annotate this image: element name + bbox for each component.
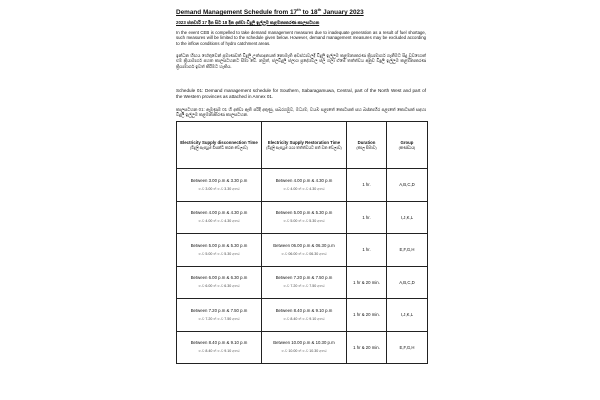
schedule-heading-sinhala: කාලසටහන 01: ඇමුණුම 01 හි දක්වා ඇති පරිදි දකුණු, සබරගමුව, මධ්‍යම, වයඹ පළාතේ කොටසක් සහ බස්නාහිර පළාතේ කොටසක් සඳහා විදුලි ඉල්ලුම කළමනාකරණ කාලසටහන. — [176, 107, 426, 118]
header-group: Group (කණ්ඩාය) — [387, 122, 428, 169]
table-header-row — [177, 122, 428, 169]
disconnect-cell: Between 6.00 p.m & 6.30 p.m ප.ව 6.00 ත් ප.ව 6.30 අතර — [177, 266, 262, 299]
disconnect-cell: Between 7.20 p.m & 7.50 p.m ප.ව 7.20 ත් ප.ව 7.50 අතර — [177, 299, 262, 332]
table-row — [177, 331, 428, 364]
group-cell: I,J,K,L — [387, 299, 428, 332]
restore-cell: Between 7.20 p.m & 7.50 p.m ප.ව 7.20 ත් ප.ව 7.50 අතර — [262, 266, 347, 299]
disconnect-cell: Between 8.40 p.m & 9.10 p.m ප.ව 8.40 ත් ප.ව 9.10 අතර — [177, 331, 262, 364]
document-subtitle-sinhala: 2023 ජනවාරි 17 දින සිට 18 දින දක්වා විදුලි ඉල්ලුම කළමනාකරණ කාලසටහන — [176, 20, 320, 25]
group-cell: I,J,K,L — [387, 201, 428, 234]
table-row — [177, 234, 428, 267]
table-row — [177, 169, 428, 202]
restore-cell: Between 10.00 p.m & 10.30 p.m ප.ව 10.00 ත් ප.ව 10.30 අතර — [262, 331, 347, 364]
group-cell: A,B,C,D — [387, 266, 428, 299]
disconnect-cell: Between 4.00 p.m & 4.30 p.m ප.ව 4.00 ත් ප.ව 4.30 අතර — [177, 201, 262, 234]
duration-cell: 1 hr. — [347, 201, 387, 234]
group-cell: E,F,G,H — [387, 234, 428, 267]
restore-cell: Between 8.40 p.m & 9.10 p.m ප.ව 8.40 ත් ප.ව 9.10 අතර — [262, 299, 347, 332]
duration-cell: 1 hr & 20 min. — [347, 331, 387, 364]
intro-paragraph-sinhala: ඉන්ධන හිඟය හේතුවෙන් ප්‍රමාණවත් විදුලි උත්පාදනයක් නොමැති අවස්ථාවලදී විදුලි ඉල්ලුම කළමනාකරණ ක්‍රියාමාර්ග ගැනීමට සිදු වුවහොත් එම ක්‍රියාමාර්ග පහත කාලසටහනට සීමා වේ. නමුත්, ජලවිදුලි ජලාශ ප්‍රදේශවල ජල ගලා ඒමේ තත්ත්වය අනුව විදුලි ඉල්ලුම කළමනාකරණ ක්‍රියාමාර්ග ඉවත් කිරීමට හැකිය. — [176, 53, 426, 69]
schedule-heading-english: Schedule 01: Demand management schedule for Southern, Sabaragamuwa, Central, part of the North West and part of the Western provinces as attached in Annex 01. — [176, 88, 426, 99]
restore-cell: Between 5.00 p.m & 5.30 p.m ප.ව 5.00 ත් ප.ව 5.30 අතර — [262, 201, 347, 234]
document-page — [172, 0, 428, 400]
restore-cell: Between 4.00 p.m & 4.30 p.m ප.ව 4.00 ත් ප.ව 4.30 අතර — [262, 169, 347, 202]
header-restoration-time: Electricity Supply Restoration Time (විදුලි සැපයුම යථා තත්ත්වයට පත් වන වේලාව) — [262, 122, 347, 169]
schedule-table — [176, 121, 428, 364]
group-cell: A,B,C,D — [387, 169, 428, 202]
duration-cell: 1 hr & 20 min. — [347, 266, 387, 299]
disconnect-cell: Between 3.00 p.m & 3.30 p.m ප.ව 3.00 ත් ප.ව 3.30 අතර — [177, 169, 262, 202]
duration-cell: 1 hr. — [347, 169, 387, 202]
disconnect-cell: Between 5.00 p.m & 5.30 p.m ප.ව 5.00 ත් ප.ව 5.30 අතර — [177, 234, 262, 267]
header-duration: Duration (කාල සීමාව) — [347, 122, 387, 169]
header-disconnection-time: Electricity Supply disconnection Time (විදුලි සැපයුම විසන්ධි කරන වේලාව) — [177, 122, 262, 169]
document-title: Demand Management Schedule from 17th to 18th January 2023 — [176, 7, 364, 17]
table-row — [177, 266, 428, 299]
table-row — [177, 299, 428, 332]
restore-cell: Between 06.00 p.m & 06.30 p.m ප.ව 06.00 ත් ප.ව 06.30 අතර — [262, 234, 347, 267]
duration-cell: 1 hr. — [347, 234, 387, 267]
duration-cell: 1 hr & 20 min. — [347, 299, 387, 332]
table-row — [177, 201, 428, 234]
intro-paragraph-english: In the event CEB is compelled to take demand management measures due to inadequate generation as a result of fuel shortage, such measures will be limited to the schedule given below. However, demand management measures may be excluded according to the inflow conditions of hydro catchment areas. — [176, 30, 426, 46]
group-cell: E,F,G,H — [387, 331, 428, 364]
